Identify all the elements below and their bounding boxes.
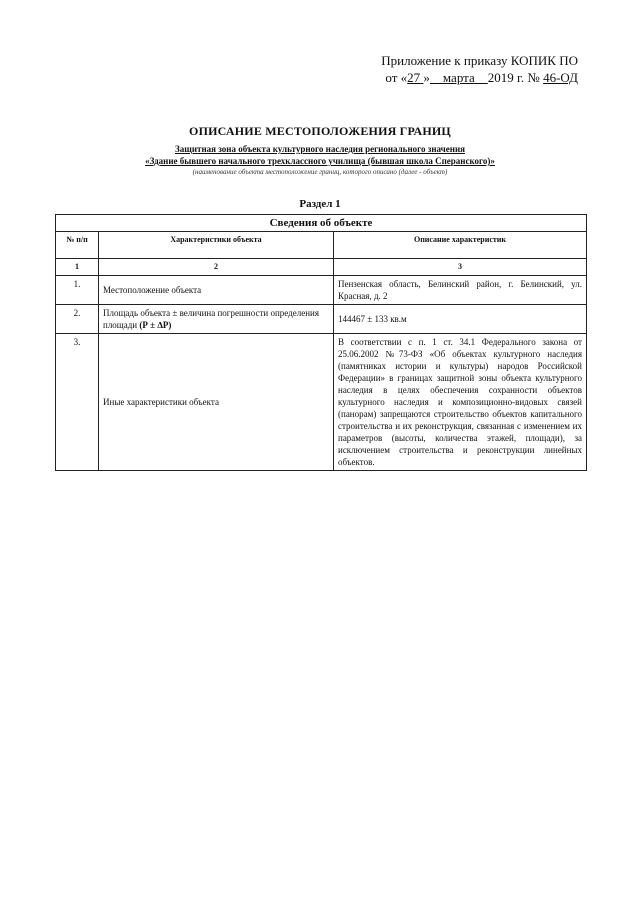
column-number-row [56, 259, 587, 276]
table-caption-row [56, 215, 587, 232]
row-description: В соответствии с п. 1 ст. 34.1 Федерального закона от 25.06.2002 №73-ФЗ «Об объектах культурного наследия (памятниках истории и культуры) народов Российской Федерации» в границах защитной зоны объекта культурного наследия в целях обеспечения сохранности объектов культурного наследия и композиционно-видовых связей (панорам) запрещаются строительство объектов капитального строительства и их реконструкция, связанная с изменением их параметров (высоты, количества этажей, площади), за исключением строительства и реконструкции линейных объектов. [334, 334, 587, 471]
row-num: 1. [56, 276, 99, 305]
row-characteristic: Площадь объекта ± величина погрешности определения площади (Р ± ∆Р) [99, 305, 334, 334]
order-reference [318, 52, 578, 86]
table-header-row [56, 232, 587, 259]
header-description: Описание характеристик [334, 232, 587, 259]
object-info-table [55, 214, 587, 471]
table-caption: Сведения об объекте [56, 215, 587, 232]
order-number: 46-ОД [543, 70, 578, 85]
row-num: 2. [56, 305, 99, 334]
table-row [56, 276, 587, 305]
table-row [56, 305, 587, 334]
row-characteristic: Местоположение объекта [99, 276, 334, 305]
order-day: 27 [407, 70, 421, 85]
column-number: 3 [334, 259, 587, 276]
column-number: 2 [99, 259, 334, 276]
table-row [56, 334, 587, 471]
document-title: ОПИСАНИЕ МЕСТОПОЛОЖЕНИЯ ГРАНИЦ [189, 124, 451, 138]
subtitle-line-1: Защитная зона объекта культурного наследия регионального значения [174, 144, 465, 154]
header-characteristic: Характеристики объекта [99, 232, 334, 259]
row-description: Пензенская область, Белинский район, г. Белинский, ул. Красная, д. 2 [334, 276, 587, 305]
row-characteristic: Иные характеристики объекта [99, 334, 334, 471]
order-reference-line2: от «27 » марта 2019 г. № 46-ОД [385, 70, 578, 85]
order-reference-line1: Приложение к приказу КОПИК ПО [381, 53, 578, 68]
header-num: № п/п [56, 232, 99, 259]
column-number: 1 [56, 259, 99, 276]
subtitle-caption: (наименование объекта местоположение границ, которого описано (далее - объект) [192, 168, 448, 176]
row-description: 144467 ± 133 кв.м [334, 305, 587, 334]
subtitle-line-2: «Здание бывшего начального трехклассного училища (бывшая школа Сперанского)» [145, 156, 495, 166]
order-month: марта [442, 70, 475, 85]
row-num: 3. [56, 334, 99, 471]
section-label: Раздел 1 [299, 198, 341, 210]
